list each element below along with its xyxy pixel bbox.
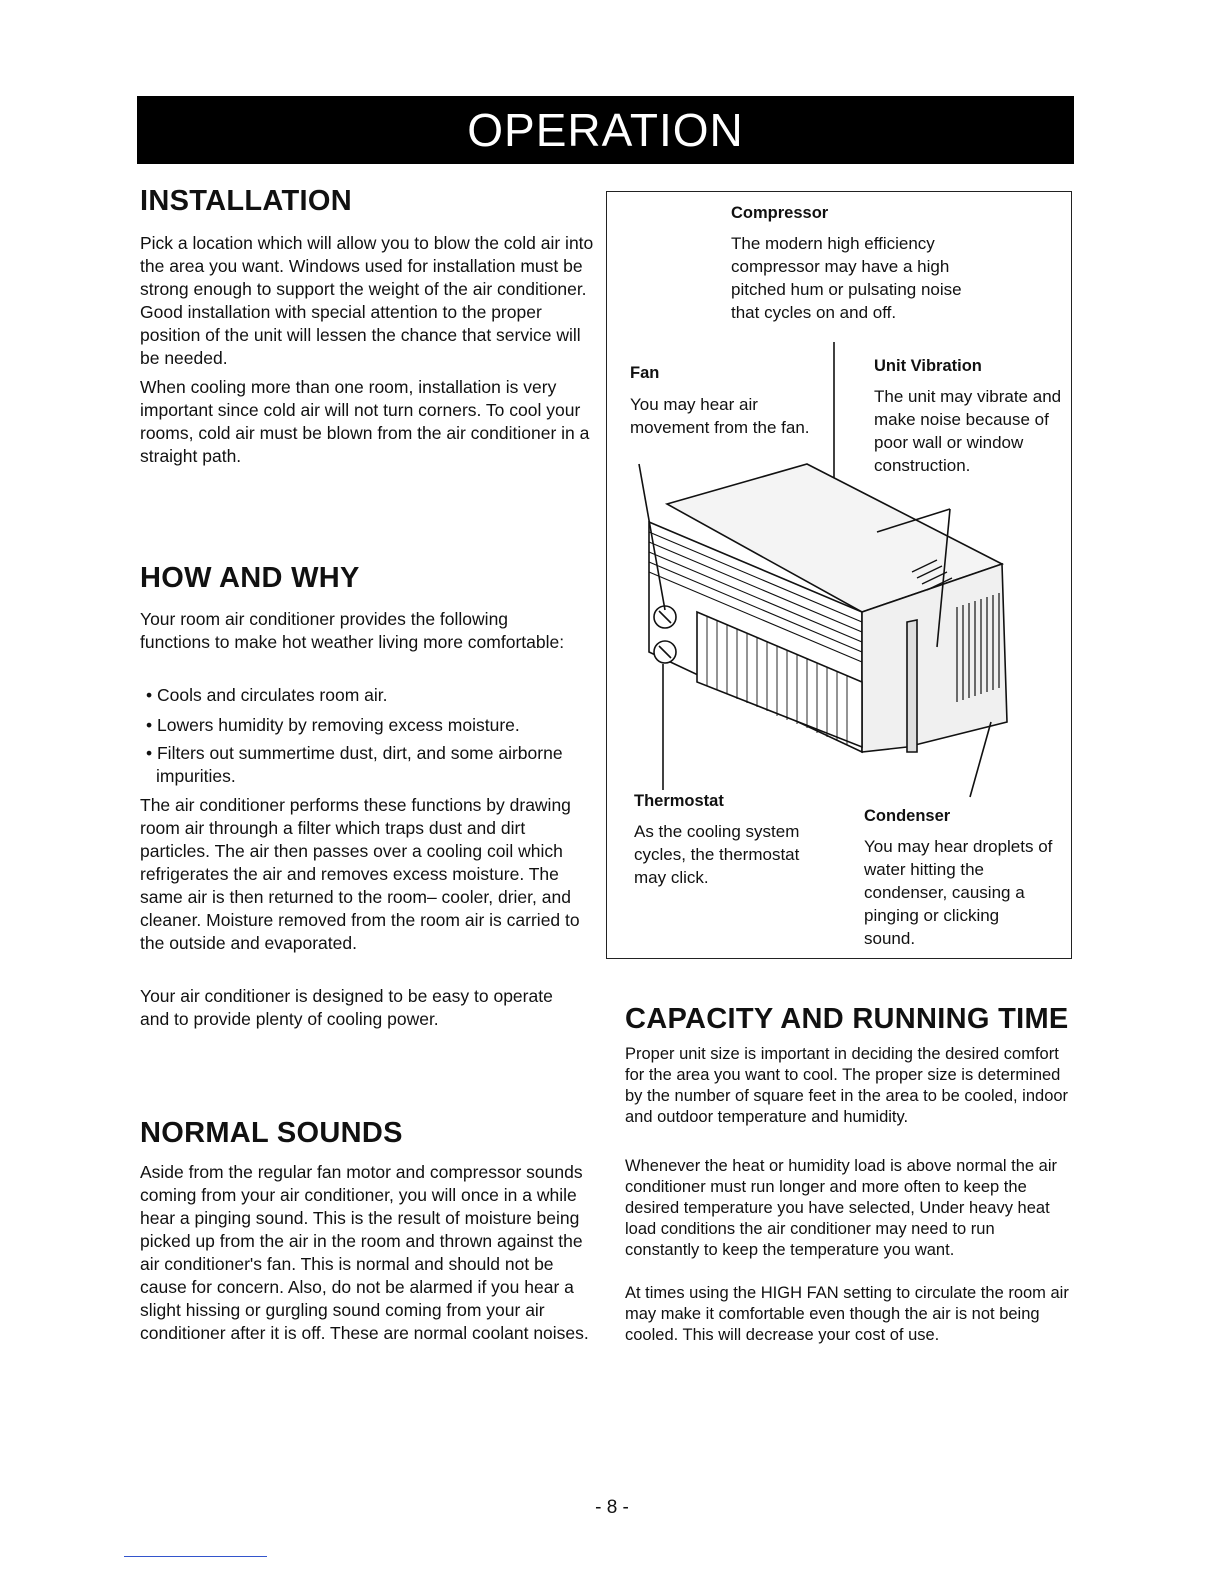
- compressor-text: The modern high efficiency compressor may have a high pitched hum or pulsating noise that cycles on and off.: [731, 234, 962, 322]
- normal-sounds-diagram: [606, 191, 1072, 959]
- how-and-why-bullet-1: • Cools and circulates room air.: [146, 685, 388, 705]
- fan-label: Fan: [630, 364, 660, 382]
- how-and-why-heading: HOW AND WHY: [140, 562, 360, 594]
- fan-text: You may hear air movement from the fan.: [630, 395, 810, 437]
- installation-paragraph-2: When cooling more than one room, installation is very important since cold air will not turn corners. To cool your rooms, cold air must be blown from the air conditioner in a straight path.: [140, 377, 590, 466]
- how-and-why-intro: Your room air conditioner provides the following functions to make hot weather living more comfortable:: [140, 609, 565, 652]
- how-and-why-paragraph-2: Your air conditioner is designed to be easy to operate and to provide plenty of cooling power.: [140, 986, 553, 1029]
- unit-vibration-text: The unit may vibrate and make noise because of poor wall or window construction.: [874, 387, 1062, 475]
- capacity-paragraph-1: Proper unit size is important in deciding the desired comfort for the area you want to cool. The proper size is determined by the number of square feet in the area to be cooled, indoor and outdoor temperature and humidity.: [625, 1045, 1069, 1126]
- capacity-paragraph-2: Whenever the heat or humidity load is above normal the air conditioner must run longer and more often to keep the desired temperature you have selected, Under heavy heat load conditions the air conditioner may need to run constantly to keep the temperature you want.: [625, 1157, 1057, 1259]
- condenser-text: You may hear droplets of water hitting the condenser, causing a pinging or clicking sound.: [864, 837, 1053, 948]
- capacity-heading: CAPACITY AND RUNNING TIME: [625, 1003, 1069, 1035]
- page-number: - 8 -: [595, 1497, 629, 1518]
- unit-vibration-label: Unit Vibration: [874, 357, 982, 375]
- page-title-banner: OPERATION: [137, 96, 1074, 164]
- footer-rule: [124, 1556, 267, 1557]
- capacity-paragraph-3: At times using the HIGH FAN setting to circulate the room air may make it comfortable even though the air is not being cooled. This will decrease your cost of use.: [625, 1284, 1069, 1344]
- thermostat-text: As the cooling system cycles, the thermostat may click.: [634, 822, 800, 887]
- normal-sounds-paragraph: Aside from the regular fan motor and compressor sounds coming from your air conditioner, you will once in a while hear a pinging sound. This is the result of moisture being picked up from the air in the room and thrown against the air conditioner's fan. This is normal and should not be cause for concern. Also, do not be alarmed if you hear a slight hissing or gurgling sound coming from your air conditioner after it is off. These are normal coolant noises.: [140, 1162, 589, 1343]
- installation-heading: INSTALLATION: [140, 185, 352, 217]
- normal-sounds-heading: NORMAL SOUNDS: [140, 1117, 403, 1149]
- how-and-why-bullet-2: • Lowers humidity by removing excess moisture.: [146, 715, 520, 735]
- how-and-why-paragraph-1: The air conditioner performs these functions by drawing room air throungh a filter which traps dust and dirt particles. The air then passes over a cooling coil which refrigerates the air and removes excess moisture. The same air is then returned to the room– cooler, drier, and cleaner. Moisture removed from the room air is carried to the outside and evaporated.: [140, 795, 580, 953]
- condenser-label: Condenser: [864, 807, 951, 825]
- how-and-why-bullet-3: • Filters out summertime dust, dirt, and some airborne impurities.: [146, 743, 563, 786]
- compressor-label: Compressor: [731, 204, 829, 222]
- thermostat-label: Thermostat: [634, 792, 724, 810]
- installation-paragraph-1: Pick a location which will allow you to blow the cold air into the area you want. Windows used for installation must be strong enough to support the weight of the air conditioner. Good installation with special attention to the proper position of the unit will lessen the chance that service will be needed.: [140, 233, 594, 368]
